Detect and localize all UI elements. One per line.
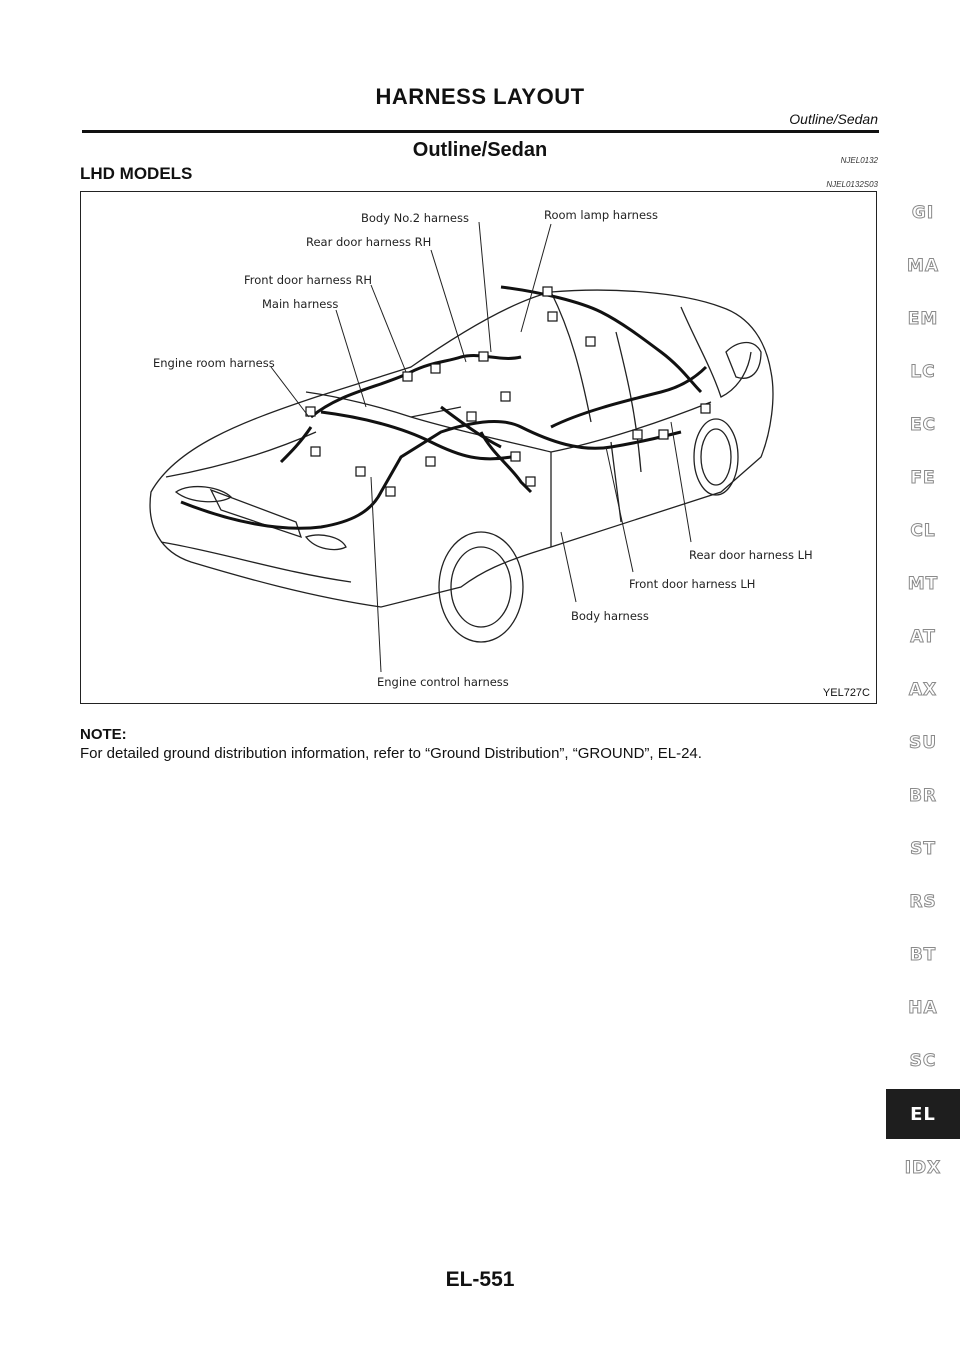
label-body-no2-harness: Body No.2 harness	[361, 211, 469, 225]
label-room-lamp-harness: Room lamp harness	[544, 208, 659, 222]
tab-el-active[interactable]: EL	[886, 1089, 960, 1139]
tab-lc[interactable]: LC	[910, 361, 936, 382]
tab-at[interactable]: AT	[910, 626, 936, 647]
tab-em[interactable]: EM	[907, 308, 939, 329]
subsection-ref-code: NJEL0132S03	[826, 180, 878, 189]
note-text: For detailed ground distribution information, refer to “Ground Distribution”, “GROUND”, EL-24.	[80, 745, 702, 762]
subsection-title: LHD MODELS	[80, 164, 193, 183]
figure-code: YEL727C	[822, 687, 870, 699]
section-ref-code: NJEL0132	[840, 156, 878, 165]
tab-ax[interactable]: AX	[908, 679, 938, 700]
tab-idx[interactable]: IDX	[904, 1157, 942, 1178]
page-number: EL-551	[445, 1268, 515, 1291]
label-front-door-harness-lh: Front door harness LH	[629, 577, 756, 591]
tab-ha[interactable]: HA	[908, 997, 938, 1018]
tab-ma[interactable]: MA	[906, 255, 940, 276]
tab-ec[interactable]: EC	[909, 414, 937, 435]
page-header-title: HARNESS LAYOUT	[375, 84, 585, 109]
tab-mt[interactable]: MT	[907, 573, 939, 594]
tab-cl[interactable]: CL	[910, 520, 936, 541]
label-main-harness: Main harness	[262, 297, 339, 311]
header-divider	[82, 130, 879, 133]
tab-sc[interactable]: SC	[909, 1050, 937, 1071]
section-title: Outline/Sedan	[412, 139, 548, 161]
label-front-door-harness-rh: Front door harness RH	[244, 273, 372, 287]
tab-br[interactable]: BR	[908, 785, 938, 806]
tab-gi[interactable]: GI	[911, 202, 935, 223]
harness-diagram	[81, 192, 878, 705]
label-engine-room-harness: Engine room harness	[153, 356, 275, 370]
label-leader-lines	[271, 222, 691, 672]
harness-routes	[181, 287, 706, 528]
label-body-harness: Body harness	[571, 609, 649, 623]
label-rear-door-harness-lh: Rear door harness LH	[689, 548, 813, 562]
tab-fe[interactable]: FE	[910, 467, 936, 488]
tab-su[interactable]: SU	[908, 732, 938, 753]
label-rear-door-harness-rh: Rear door harness RH	[306, 235, 432, 249]
note-label: NOTE:	[80, 726, 127, 743]
section-tab-list	[886, 186, 960, 1194]
page-header-subtitle: Outline/Sedan	[789, 111, 878, 127]
tab-rs[interactable]: RS	[909, 891, 937, 912]
tab-st[interactable]: ST	[910, 838, 936, 859]
label-engine-control-harness: Engine control harness	[377, 675, 509, 689]
harness-layout-figure	[80, 191, 877, 704]
tab-bt[interactable]: BT	[909, 944, 937, 965]
